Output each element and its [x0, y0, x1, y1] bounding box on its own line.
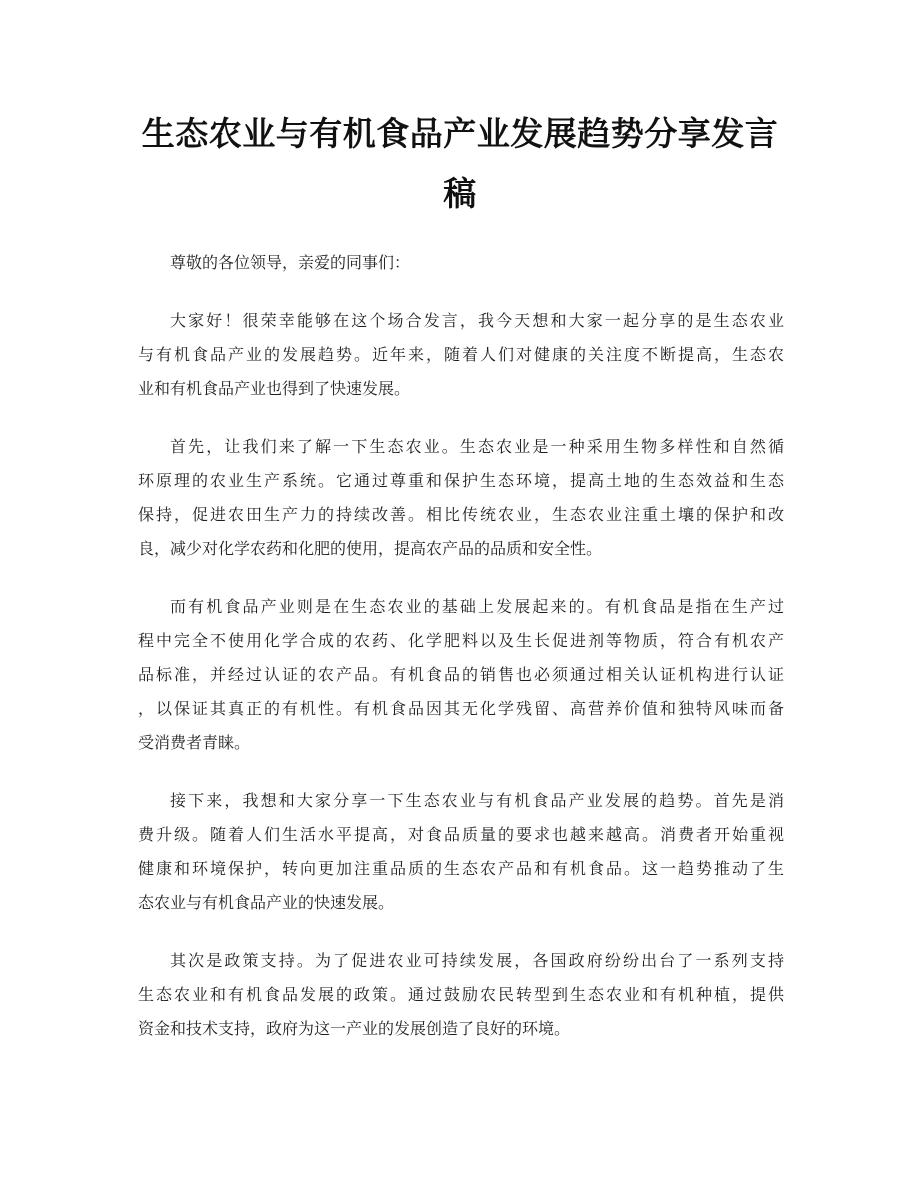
paragraph [138, 304, 784, 406]
paragraph [138, 430, 784, 566]
title-line-2: 稿 [443, 174, 477, 213]
paragraph-line: 保持，促进农田生产力的持续改善。相比传统农业，生态农业注重土壤的保护和改 [138, 505, 784, 524]
paragraph-line: 资金和技术支持，政府为这一产业的发展创造了良好的环境。 [138, 1019, 571, 1038]
paragraph [138, 590, 784, 760]
paragraph-line: 环原理的农业生产系统。它通过尊重和保护生态环境，提高土地的生态效益和生态 [138, 471, 784, 490]
page-title [120, 104, 800, 224]
paragraph-line: 生态农业和有机食品发展的政策。通过鼓励农民转型到生态农业和有机种植，提供 [138, 985, 784, 1004]
paragraph-line: 程中完全不使用化学合成的农药、化学肥料以及生长促进剂等物质，符合有机农产 [138, 631, 784, 650]
paragraph-line: 大家好！很荣幸能够在这个场合发言，我今天想和大家一起分享的是生态农业 [170, 311, 784, 330]
paragraph-line: 良，减少对化学农药和化肥的使用，提高农产品的品质和安全性。 [138, 539, 603, 558]
paragraph [138, 246, 784, 280]
paragraph-line: 接下来，我想和大家分享一下生态农业与有机食品产业发展的趋势。首先是消 [170, 791, 784, 810]
document-body [138, 246, 784, 1070]
paragraph-line: 尊敬的各位领导，亲爱的同事们： [170, 253, 411, 272]
paragraph-line: 受消费者青睐。 [138, 733, 251, 752]
paragraph-line: 健康和环境保护，转向更加注重品质的生态农产品和有机食品。这一趋势推动了生 [138, 859, 784, 878]
paragraph-line: 业和有机食品产业也得到了快速发展。 [138, 379, 411, 398]
paragraph-line: 首先，让我们来了解一下生态农业。生态农业是一种采用生物多样性和自然循 [170, 437, 784, 456]
paragraph-line: 费升级。随着人们生活水平提高，对食品质量的要求也越来越高。消费者开始重视 [138, 825, 784, 844]
title-line-1: 生态农业与有机食品产业发展趋势分享发言 [141, 114, 779, 153]
paragraph-line: 而有机食品产业则是在生态农业的基础上发展起来的。有机食品是指在生产过 [170, 597, 784, 616]
paragraph-line: 品标准，并经过认证的农产品。有机食品的销售也必须通过相关认证机构进行认证 [138, 665, 784, 684]
paragraph-line: 与有机食品产业的发展趋势。近年来，随着人们对健康的关注度不断提高，生态农 [138, 345, 784, 364]
paragraph-line: ，以保证其真正的有机性。有机食品因其无化学残留、高营养价值和独特风味而备 [138, 699, 784, 718]
paragraph [138, 784, 784, 920]
paragraph-line: 态农业与有机食品产业的快速发展。 [138, 893, 395, 912]
paragraph-line: 其次是政策支持。为了促进农业可持续发展，各国政府纷纷出台了一系列支持 [170, 951, 784, 970]
paragraph [138, 944, 784, 1046]
